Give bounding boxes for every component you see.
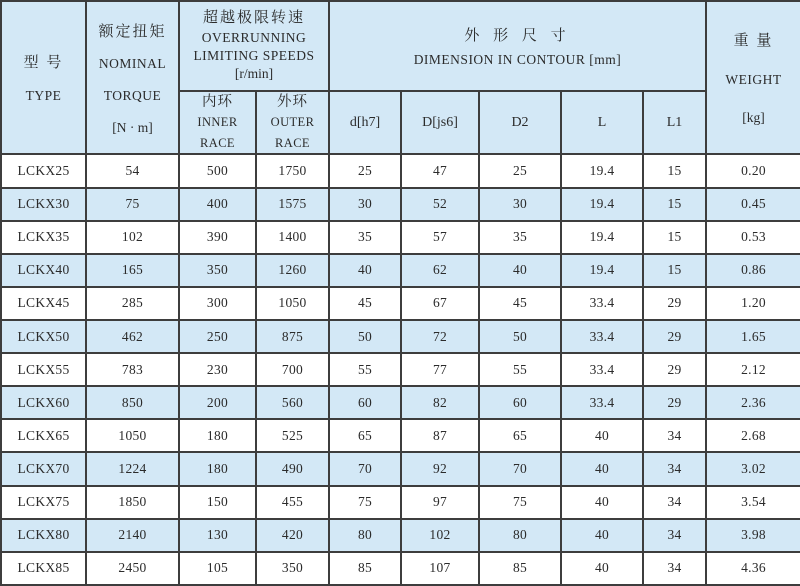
dim-L-cell: 19.4	[561, 188, 643, 221]
dim-d-cell: 50	[329, 320, 401, 353]
inner-race-cell: 200	[179, 386, 256, 419]
inner-race-cell: 180	[179, 452, 256, 485]
header-overrunning-speeds	[179, 1, 329, 91]
dim-d-cell: 40	[329, 254, 401, 287]
weight-cell: 2.12	[706, 353, 800, 386]
table-row	[1, 154, 800, 187]
table-row	[1, 254, 800, 287]
torque-cell: 165	[86, 254, 179, 287]
model-cell: LCKX50	[1, 320, 86, 353]
table-row	[1, 188, 800, 221]
dim-D2-cell: 80	[479, 519, 561, 552]
model-cell: LCKX25	[1, 154, 86, 187]
model-cell: LCKX85	[1, 552, 86, 585]
header-inner-race	[179, 91, 256, 154]
dim-d-cell: 85	[329, 552, 401, 585]
outer-race-cell: 525	[256, 419, 329, 452]
model-cell: LCKX65	[1, 419, 86, 452]
dim-d-cell: 35	[329, 221, 401, 254]
torque-cell: 1050	[86, 419, 179, 452]
header-type-en: TYPE	[25, 88, 62, 104]
table-body	[1, 154, 800, 585]
weight-cell: 2.36	[706, 386, 800, 419]
model-cell: LCKX45	[1, 287, 86, 320]
torque-cell: 285	[86, 287, 179, 320]
weight-cell: 0.53	[706, 221, 800, 254]
dim-D-cell: 52	[401, 188, 479, 221]
dim-d-cell: 70	[329, 452, 401, 485]
header-dimension-zh: 外 形 尺 寸	[464, 28, 571, 44]
table-row	[1, 386, 800, 419]
header-type	[1, 1, 86, 154]
dim-L-cell: 33.4	[561, 353, 643, 386]
header-outer-zh: 外环	[277, 94, 308, 110]
header-inner-zh: 内环	[202, 94, 233, 110]
weight-cell: 1.20	[706, 287, 800, 320]
dim-d-cell: 60	[329, 386, 401, 419]
torque-cell: 54	[86, 154, 179, 187]
header-torque-zh: 额定扭矩	[98, 23, 167, 40]
dim-D2-cell: 40	[479, 254, 561, 287]
model-cell: LCKX30	[1, 188, 86, 221]
dim-d-cell: 45	[329, 287, 401, 320]
weight-cell: 4.36	[706, 552, 800, 585]
header-outer-en1: OUTER	[270, 115, 315, 130]
outer-race-cell: 1400	[256, 221, 329, 254]
header-dim-L1: L1	[643, 91, 706, 154]
dim-D-cell: 87	[401, 419, 479, 452]
inner-race-cell: 105	[179, 552, 256, 585]
table-row	[1, 486, 800, 519]
table-row	[1, 419, 800, 452]
dim-D2-cell: 55	[479, 353, 561, 386]
outer-race-cell: 875	[256, 320, 329, 353]
dim-L1-cell: 15	[643, 154, 706, 187]
outer-race-cell: 560	[256, 386, 329, 419]
header-nominal-torque	[86, 1, 179, 154]
header-dim-L: L	[561, 91, 643, 154]
dim-d-cell: 80	[329, 519, 401, 552]
dim-D-cell: 102	[401, 519, 479, 552]
dim-D-cell: 107	[401, 552, 479, 585]
dim-L-cell: 33.4	[561, 287, 643, 320]
dim-D-cell: 92	[401, 452, 479, 485]
dim-d-cell: 75	[329, 486, 401, 519]
header-outer-race	[256, 91, 329, 154]
torque-cell: 2450	[86, 552, 179, 585]
header-inner-en1: INNER	[197, 115, 238, 130]
dim-D2-cell: 75	[479, 486, 561, 519]
outer-race-cell: 455	[256, 486, 329, 519]
torque-cell: 75	[86, 188, 179, 221]
dim-L1-cell: 34	[643, 486, 706, 519]
torque-cell: 1850	[86, 486, 179, 519]
dim-L-cell: 40	[561, 519, 643, 552]
table-row	[1, 452, 800, 485]
dim-D2-cell: 50	[479, 320, 561, 353]
header-torque-en2: TORQUE	[103, 87, 162, 103]
header-type-zh: 型 号	[23, 55, 64, 72]
outer-race-cell: 1575	[256, 188, 329, 221]
dim-L1-cell: 15	[643, 254, 706, 287]
dim-L1-cell: 29	[643, 353, 706, 386]
outer-race-cell: 490	[256, 452, 329, 485]
inner-race-cell: 400	[179, 188, 256, 221]
weight-cell: 1.65	[706, 320, 800, 353]
table-row	[1, 519, 800, 552]
dim-D-cell: 62	[401, 254, 479, 287]
dim-D2-cell: 30	[479, 188, 561, 221]
header-dim-D: D[js6]	[401, 91, 479, 154]
dim-d-cell: 65	[329, 419, 401, 452]
outer-race-cell: 1750	[256, 154, 329, 187]
dim-L1-cell: 34	[643, 519, 706, 552]
outer-race-cell: 420	[256, 519, 329, 552]
header-dim-d: d[h7]	[329, 91, 401, 154]
header-speeds-en2: LIMITING SPEEDS	[193, 47, 315, 63]
dim-D2-cell: 25	[479, 154, 561, 187]
dim-L1-cell: 29	[643, 287, 706, 320]
inner-race-cell: 130	[179, 519, 256, 552]
dim-L-cell: 40	[561, 452, 643, 485]
dim-L1-cell: 34	[643, 419, 706, 452]
inner-race-cell: 500	[179, 154, 256, 187]
table-row	[1, 552, 800, 585]
dim-D2-cell: 60	[479, 386, 561, 419]
header-torque-en1: NOMINAL	[98, 56, 167, 72]
table-row	[1, 320, 800, 353]
weight-cell: 3.02	[706, 452, 800, 485]
outer-race-cell: 1050	[256, 287, 329, 320]
dim-D-cell: 67	[401, 287, 479, 320]
inner-race-cell: 250	[179, 320, 256, 353]
header-speeds-unit: [r/min]	[234, 65, 274, 81]
header-inner-en2: RACE	[200, 135, 235, 150]
header-weight-zh: 重 量	[733, 33, 774, 50]
dim-D2-cell: 85	[479, 552, 561, 585]
dim-L-cell: 33.4	[561, 320, 643, 353]
dim-L1-cell: 15	[643, 221, 706, 254]
dim-L1-cell: 34	[643, 452, 706, 485]
header-weight-unit: [kg]	[742, 110, 765, 126]
weight-cell: 0.45	[706, 188, 800, 221]
header-speeds-zh: 超越极限转速	[202, 10, 305, 27]
outer-race-cell: 1260	[256, 254, 329, 287]
dim-D-cell: 97	[401, 486, 479, 519]
header-dim-D2: D2	[479, 91, 561, 154]
dim-L1-cell: 34	[643, 552, 706, 585]
header-speeds-en1: OVERRUNNING	[201, 30, 307, 46]
torque-cell: 1224	[86, 452, 179, 485]
weight-cell: 2.68	[706, 419, 800, 452]
inner-race-cell: 230	[179, 353, 256, 386]
dim-d-cell: 25	[329, 154, 401, 187]
dim-d-cell: 30	[329, 188, 401, 221]
dim-L-cell: 33.4	[561, 386, 643, 419]
torque-cell: 462	[86, 320, 179, 353]
model-cell: LCKX55	[1, 353, 86, 386]
dim-L-cell: 40	[561, 419, 643, 452]
weight-cell: 0.20	[706, 154, 800, 187]
dim-L-cell: 40	[561, 486, 643, 519]
dim-D2-cell: 65	[479, 419, 561, 452]
inner-race-cell: 350	[179, 254, 256, 287]
model-cell: LCKX75	[1, 486, 86, 519]
table-row	[1, 353, 800, 386]
inner-race-cell: 150	[179, 486, 256, 519]
dim-L-cell: 19.4	[561, 221, 643, 254]
model-cell: LCKX80	[1, 519, 86, 552]
table-row	[1, 287, 800, 320]
dim-D2-cell: 35	[479, 221, 561, 254]
weight-cell: 3.54	[706, 486, 800, 519]
weight-cell: 3.98	[706, 519, 800, 552]
dim-L-cell: 40	[561, 552, 643, 585]
dim-L-cell: 19.4	[561, 254, 643, 287]
header-weight	[706, 1, 800, 154]
dim-D-cell: 57	[401, 221, 479, 254]
dim-D-cell: 72	[401, 320, 479, 353]
inner-race-cell: 300	[179, 287, 256, 320]
header-outer-en2: RACE	[275, 135, 310, 150]
dim-D-cell: 82	[401, 386, 479, 419]
header-dimension	[329, 1, 706, 91]
dim-D-cell: 47	[401, 154, 479, 187]
header-dimension-en: DIMENSION IN CONTOUR [mm]	[413, 52, 622, 67]
dim-d-cell: 55	[329, 353, 401, 386]
inner-race-cell: 180	[179, 419, 256, 452]
torque-cell: 102	[86, 221, 179, 254]
dim-L1-cell: 29	[643, 320, 706, 353]
header-torque-unit: [N · m]	[112, 119, 153, 135]
dim-D2-cell: 45	[479, 287, 561, 320]
inner-race-cell: 390	[179, 221, 256, 254]
table-row	[1, 221, 800, 254]
torque-cell: 2140	[86, 519, 179, 552]
dim-L1-cell: 29	[643, 386, 706, 419]
model-cell: LCKX60	[1, 386, 86, 419]
torque-cell: 783	[86, 353, 179, 386]
dim-L-cell: 19.4	[561, 154, 643, 187]
outer-race-cell: 350	[256, 552, 329, 585]
header-weight-en: WEIGHT	[725, 72, 782, 88]
torque-cell: 850	[86, 386, 179, 419]
dim-L1-cell: 15	[643, 188, 706, 221]
outer-race-cell: 700	[256, 353, 329, 386]
dim-D2-cell: 70	[479, 452, 561, 485]
weight-cell: 0.86	[706, 254, 800, 287]
dim-D-cell: 77	[401, 353, 479, 386]
model-cell: LCKX40	[1, 254, 86, 287]
model-cell: LCKX35	[1, 221, 86, 254]
model-cell: LCKX70	[1, 452, 86, 485]
